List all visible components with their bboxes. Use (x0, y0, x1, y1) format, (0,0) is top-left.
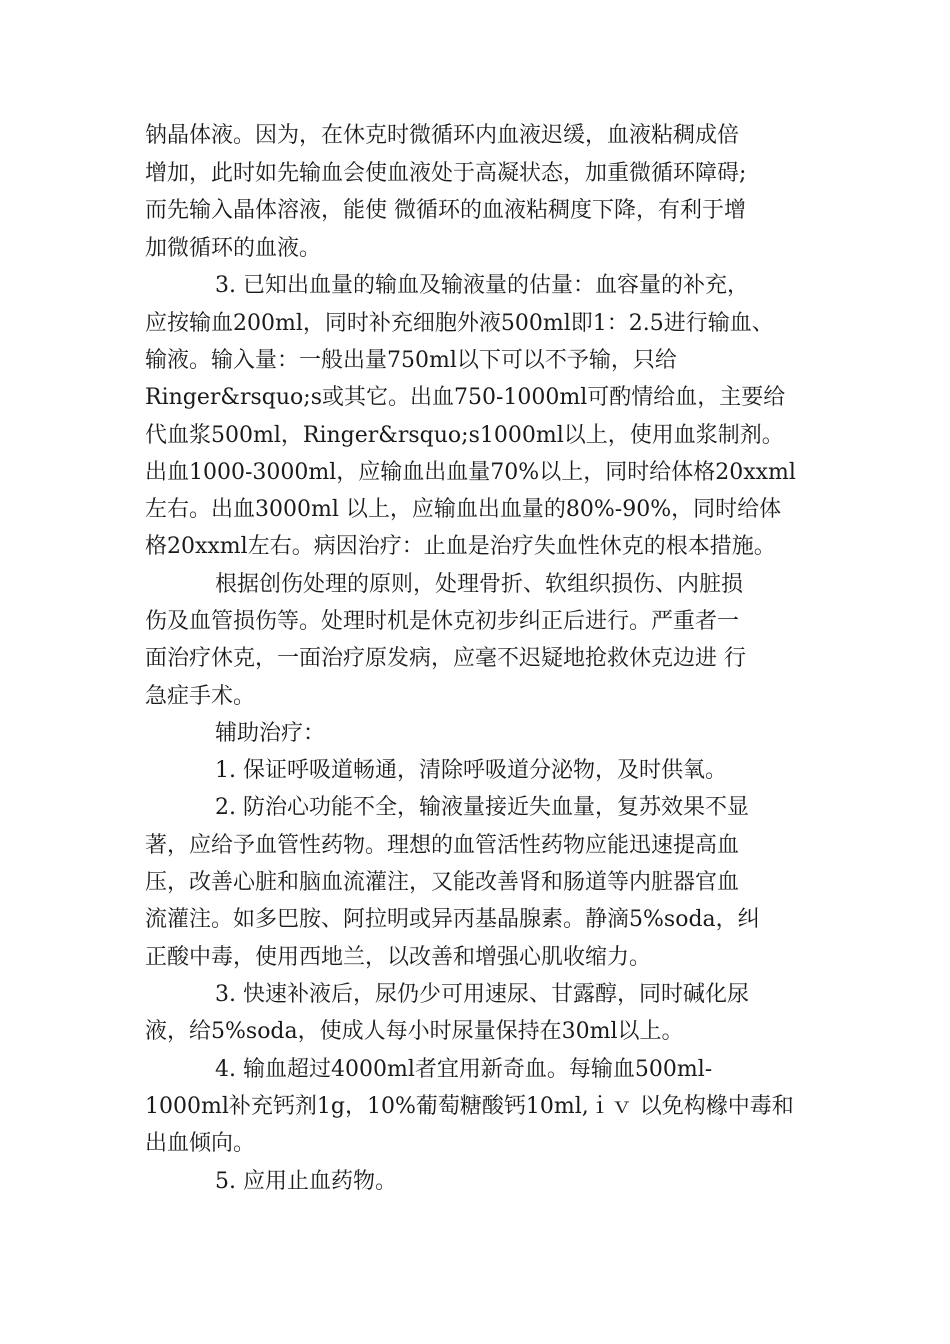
text-line: 3. 已知出血量的输血及输液量的估量：血容量的补充， (215, 273, 749, 298)
text-line: 左右。出血3000ml 以上，应输血出血量的80%-90%，同时给体 (145, 497, 782, 522)
text-line: 1000ml补充钙剂1g，10%葡萄糖酸钙10ml,ｉｖ 以免构橼中毒和 (145, 1094, 794, 1119)
text-line: 伤及血管损伤等。处理时机是休克初步纠正后进行。严重者一 (145, 609, 740, 634)
text-line: 面治疗休克，一面治疗原发病，应毫不迟疑地抢救休克边进 行 (145, 646, 746, 671)
text-line: 著，应给予血管性药物。理想的血管活性药物应能迅速提高血 (145, 833, 740, 858)
text-line: Ringer&rsquo;s或其它。出血750-1000ml可酌情给血，主要给 (145, 385, 786, 410)
text-line: 出血1000-3000ml，应输血出血量70%以上，同时给体格20xxml (145, 460, 796, 485)
text-line: 正酸中毒，使用西地兰，以改善和增强心肌收缩力。 (145, 945, 652, 970)
text-line: 2. 防治心功能不全，输液量接近失血量，复苏效果不显 (215, 795, 749, 820)
text-line: 1. 保证呼吸道畅通，清除呼吸道分泌物，及时供氧。 (215, 758, 727, 783)
text-line: 流灌注。如多巴胺、阿拉明或异丙基晶腺素。静滴5%soda，纠 (145, 907, 760, 932)
text-line: 根据创伤处理的原则，处理骨折、软组织损伤、内脏损 (215, 572, 744, 597)
text-line: 3. 快速补液后，尿仍少可用速尿、甘露醇，同时碱化尿 (215, 982, 749, 1007)
text-line: 压，改善心脏和脑血流灌注，又能改善肾和肠道等内脏器官血 (145, 870, 740, 895)
text-line: 而先输入晶体溶液，能使 微循环的血液粘稠度下降，有利于增 (145, 198, 746, 223)
text-line: 急症手术。 (145, 684, 256, 709)
text-line: 代血浆500ml，Ringer&rsquo;s1000ml以上，使用血浆制剂。 (145, 423, 784, 448)
text-line: 输液。输入量：一般出量750ml以下可以不予输，只给 (145, 348, 677, 373)
text-line: 5. 应用止血药物。 (215, 1169, 397, 1194)
text-line: 应按输血200ml，同时补充细胞外液500ml即1：2.5进行输血、 (145, 311, 774, 336)
text-line: 格20xxml左右。病因治疗：止血是治疗失血性休克的根本措施。 (145, 534, 776, 559)
text-line: 加微循环的血液。 (145, 236, 322, 261)
text-line: 出血倾向。 (145, 1131, 256, 1156)
text-line: 液，给5%soda，使成人每小时尿量保持在30ml以上。 (145, 1019, 684, 1044)
text-line: 钠晶体液。因为，在休克时微循环内血液迟缓，血液粘稠成倍 (145, 123, 740, 148)
text-line: 4. 输血超过4000ml者宜用新奇血。每输血500ml- (215, 1057, 713, 1082)
text-line: 增加，此时如先输血会使血液处于高凝状态，加重微循环障碍; (145, 161, 747, 186)
text-line: 辅助治疗： (215, 721, 326, 746)
